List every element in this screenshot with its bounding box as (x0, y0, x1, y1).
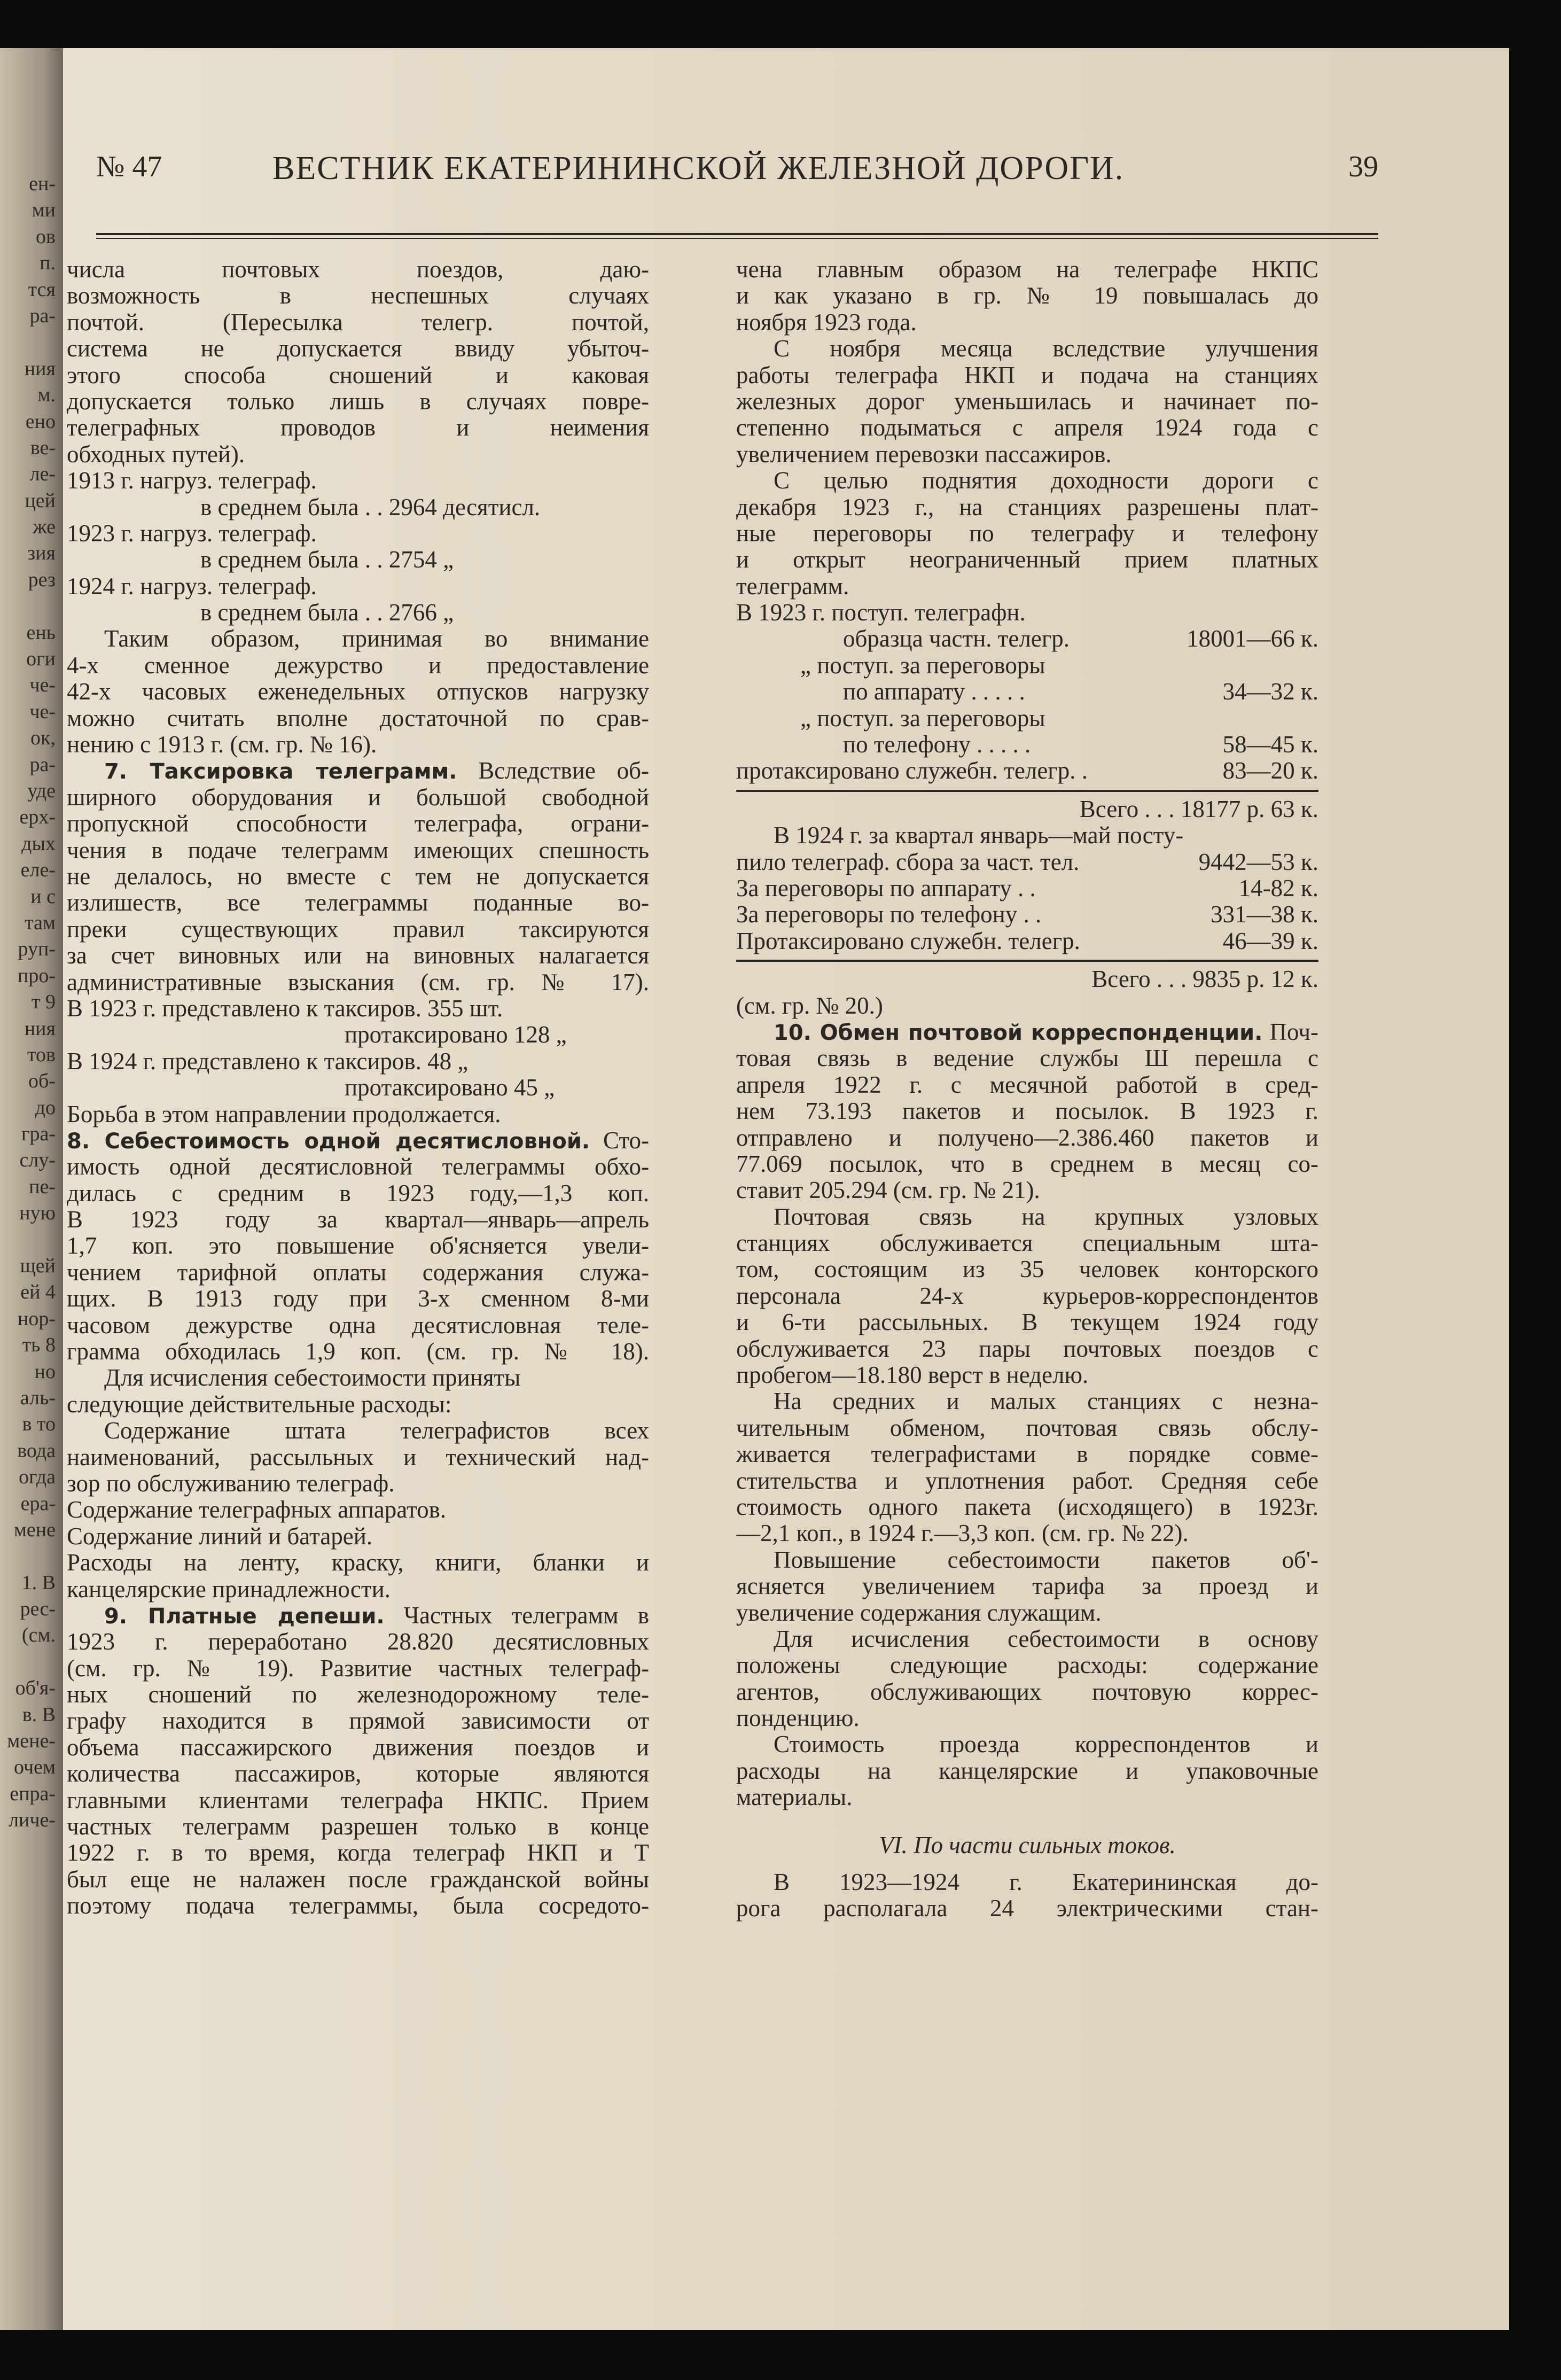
margin-fragment: об'я- (15, 1677, 56, 1700)
margin-fragment (0, 593, 59, 619)
text-line: агентов, обслуживающих почтовую коррес- (736, 1678, 1318, 1705)
margin-fragment: т 9 (31, 991, 56, 1014)
text-line: В 1923 году за квартал—январь—апрель (67, 1207, 649, 1233)
text-line: —2,1 коп., в 1924 г.—3,3 коп. (см. гр. № 22). (736, 1520, 1189, 1547)
margin-fragment: очем (13, 1756, 56, 1779)
margin-fragment: ен- (29, 173, 56, 195)
text-line: чительным обменом, почтовая связь обслу- (736, 1414, 1318, 1441)
text-line: Расходы на ленту, краску, книги, бланки и (67, 1550, 649, 1576)
text-line: в среднем была . . 2754 „ (200, 547, 454, 573)
scanned-page (0, 48, 1509, 2330)
header-rule-thin (96, 238, 1378, 239)
table-row: За переговоры по аппарату . . 14-82 к. (736, 874, 1318, 901)
power-section-start (736, 1869, 1318, 1922)
text-line: грамма обходилась 1,9 коп. (см. гр. № 18). (67, 1339, 649, 1365)
margin-fragment: руп- (18, 938, 56, 961)
margin-fragment: ра- (29, 304, 56, 327)
text-line: расходы на канцелярские и упаковочные (736, 1757, 1318, 1784)
margin-fragment: гра- (21, 1123, 56, 1146)
text-line: был еще не налажен после гражданской войны (67, 1866, 649, 1893)
revenue-1923-total: Всего . . . 18177 р. 63 к. (1079, 795, 1318, 822)
table-row: За переговоры по телефону . . 331—38 к. (736, 901, 1318, 928)
text-line: часовом дежурстве одна десятисловная теле- (67, 1312, 649, 1339)
text-line: том, состоящим из 35 человек конторского (736, 1256, 1318, 1283)
adjacent-page-fragment (0, 171, 59, 1834)
margin-fragment: ле- (29, 463, 56, 486)
postal-section (736, 1019, 1318, 1811)
margin-fragment (0, 1227, 59, 1253)
text-line: 1923 г. переработано 28.820 десятисловных (67, 1629, 649, 1655)
text-line: В 1924 г. представлено к таксиров. 48 „ (67, 1048, 469, 1075)
text-line: 77.069 посылок, что в среднем в месяц со- (736, 1150, 1318, 1177)
text-line: и 6-ти рассыльных. В текущем 1924 году (736, 1309, 1318, 1336)
text-line: стительства и уплотнения работ. Средняя себе (736, 1467, 1318, 1494)
text-line: за счет виновных или на виновных налагается (67, 943, 649, 969)
text-line: нению с 1913 г. (см. гр. № 16). (67, 732, 377, 758)
text-line: протаксировано 128 „ (345, 1022, 567, 1048)
text-line: чения в подаче телеграмм имеющих спешность (67, 837, 649, 864)
text-line: станциях обслуживается специальным шта- (736, 1230, 1318, 1257)
margin-fragment: мене- (7, 1730, 56, 1753)
text-line: апреля 1922 г. с месячной работой в сред- (736, 1071, 1318, 1098)
text-line: канцелярские принадлежности. (67, 1576, 391, 1603)
margin-fragment: тов (27, 1043, 56, 1066)
text-line: в среднем была . . 2766 „ (200, 600, 454, 626)
table-row: Протаксировано служебн. телегр. 46—39 к. (736, 927, 1318, 954)
margin-fragment (0, 1543, 59, 1569)
margin-fragment: ве- (30, 436, 56, 459)
text-line: 7. Таксировка телеграмм. Вследствие об- (104, 758, 649, 784)
margin-fragment: и с (30, 885, 56, 908)
text-line: увеличение содержания служащим. (736, 1599, 1102, 1626)
text-line: ных сношений по железнодорожному теле- (67, 1682, 649, 1708)
text-line: товая связь в ведение службы Ш перешла с (736, 1045, 1318, 1072)
margin-fragment: ено (25, 410, 56, 433)
margin-fragment: в то (22, 1413, 56, 1436)
text-line: живается телеграфистами в порядке совме- (736, 1441, 1318, 1468)
margin-fragment: рес- (20, 1598, 56, 1621)
text-line: этого способа сношений и каковая (67, 362, 649, 388)
text-line: 8. Себестоимость одной десятисловной. Сто- (67, 1127, 649, 1154)
text-line: стоимость одного пакета (исходящего) в 1923г. (736, 1494, 1318, 1520)
text-line: возможность в неспешных случаях (67, 283, 649, 309)
text-line: телеграмм. (736, 573, 849, 600)
text-line: пропускной способности телеграфа, ограни- (67, 811, 649, 837)
text-line: телеграфных проводов и неимения (67, 415, 649, 441)
text-line: Для исчисления себестоимости в основу (774, 1625, 1318, 1652)
text-line: 1913 г. нагруз. телеграф. (67, 468, 317, 494)
table-row: по телефону . . . . . 58—45 к. (843, 731, 1318, 758)
text-line: С целью поднятия доходности дороги с (774, 468, 1318, 494)
text-line: в среднем была . . 2964 десятисл. (200, 494, 541, 520)
text-line: Повышение себестоимости пакетов об'- (774, 1546, 1318, 1573)
text-line: Содержание штата телеграфистов всех (104, 1418, 649, 1444)
text-line: ные переговоры по телеграфу и телефону (736, 520, 1318, 547)
text-line: Борьба в этом направлении продолжается. (67, 1101, 501, 1127)
text-line: и открыт неограниченный прием платных (736, 547, 1318, 573)
margin-fragment: дых (21, 832, 56, 855)
text-line: 1924 г. нагруз. телеграф. (67, 573, 317, 600)
text-line: 42-х часовых еженедельных отпусков нагрузку (67, 679, 649, 705)
text-line: преки существующих правил таксируются (67, 916, 649, 943)
left-column (67, 256, 649, 1919)
revenue-1924-ref: (см. гр. № 20.) (736, 992, 883, 1019)
margin-fragment: (см. (21, 1624, 56, 1647)
margin-fragment: личе- (9, 1809, 56, 1832)
margin-fragment: же (33, 516, 56, 539)
margin-fragment: ок, (30, 727, 56, 750)
section-heading: VI. По части сильных токов. (879, 1832, 1176, 1858)
revenue-1924-intro: В 1924 г. за квартал январь—май посту- (774, 822, 1184, 849)
revenue-1923-table (736, 600, 1318, 822)
text-line: положены следующие расходы: содержание (736, 1652, 1318, 1679)
text-line: пробегом—18.180 верст в неделю. (736, 1362, 1089, 1389)
text-line: персонала 24-х курьеров-корреспондентов (736, 1282, 1318, 1309)
text-line: ширного оборудования и большой свободной (67, 784, 649, 811)
text-line: почтой. (Пересылка телегр. почтой, (67, 309, 649, 336)
text-line: наименований, рассыльных и технический над- (67, 1444, 649, 1471)
margin-fragment: че- (29, 700, 56, 723)
text-line: излишеств, все телеграммы поданные во- (67, 890, 649, 916)
text-line: чена главным образом на телеграфе НКПС (736, 256, 1318, 283)
margin-fragment: еле- (20, 859, 56, 882)
margin-fragment: ть 8 (22, 1334, 56, 1357)
text-line: 1,7 коп. это повышение об'ясняется увели- (67, 1233, 649, 1259)
table-rule (736, 790, 1318, 792)
margin-fragment: нор- (18, 1307, 56, 1330)
margin-fragment: слу- (19, 1149, 56, 1172)
text-line: (см. гр. № 19). Развитие частных телеграф- (67, 1655, 649, 1682)
text-line: чением тарифной оплаты содержания служа- (67, 1259, 649, 1286)
text-line: зор по обслуживанию телеграф. (67, 1470, 395, 1497)
margin-fragment: епра- (10, 1782, 56, 1805)
running-header (96, 150, 1378, 198)
margin-fragment: уде (27, 779, 56, 802)
text-line: поэтому подача телеграммы, была сосредото- (67, 1893, 649, 1919)
right-intro-paragraphs (736, 256, 1318, 600)
text-line: железных дорог уменьшилась и начинает по- (736, 388, 1318, 415)
margin-fragment: об- (28, 1070, 56, 1093)
margin-fragment: ера- (20, 1492, 56, 1515)
margin-fragment: 1. В (21, 1571, 56, 1594)
text-line: дилась с средним в 1923 году,—1,3 коп. (67, 1180, 649, 1207)
margin-fragment: ра- (29, 753, 56, 776)
margin-fragment: ей 4 (20, 1281, 56, 1304)
text-line: 9. Платные депеши. Частных телеграмм в (104, 1602, 649, 1629)
margin-fragment (0, 329, 59, 355)
text-line: 1923 г. нагруз. телеграф. (67, 520, 317, 547)
margin-fragment: ов (36, 225, 56, 248)
margin-fragment: че- (29, 674, 56, 697)
margin-fragment: там (25, 911, 56, 934)
text-line: 1922 г. в то время, когда телеграф НКП и Т (67, 1840, 649, 1866)
text-line: На средних и малых станциях с незна- (774, 1388, 1318, 1415)
text-line: частных телеграмм разрешен только в конце (67, 1814, 649, 1840)
revenue-1923-intro: В 1923 г. поступ. телеграфн. (736, 599, 1026, 626)
table-rule (736, 960, 1318, 962)
text-line: Содержание телеграфных аппаратов. (67, 1497, 447, 1523)
margin-fragment: ную (19, 1202, 56, 1225)
text-line: протаксировано 45 „ (345, 1075, 555, 1101)
text-line: В 1923 г. представлено к таксиров. 355 шт. (67, 995, 503, 1022)
table-row: по аппарату . . . . . 34—32 к. (843, 678, 1318, 705)
margin-fragment: цей (25, 489, 56, 512)
text-line: административные взыскания (см. гр. № 17). (67, 969, 649, 995)
text-line: Содержание линий и батарей. (67, 1523, 373, 1550)
header-rule (96, 233, 1378, 235)
text-line: ноября 1923 года. (736, 309, 917, 336)
text-line: степенно подыматься с апреля 1924 года с (736, 415, 1318, 441)
right-column (736, 256, 1318, 1922)
text-line: 10. Обмен почтовой корреспонденции. Поч- (774, 1018, 1318, 1045)
margin-fragment: аль- (20, 1386, 56, 1409)
margin-fragment: огда (19, 1466, 56, 1489)
text-line: щих. В 1913 году при 3-х сменном 8-ми (67, 1286, 649, 1312)
margin-fragment: ния (24, 357, 56, 380)
journal-title: ВЕСТНИК ЕКАТЕРИНИНСКОЙ ЖЕЛЕЗНОЙ ДОРОГИ. (272, 150, 1125, 186)
margin-fragment: ния (24, 1017, 56, 1040)
margin-fragment (0, 1649, 59, 1675)
text-line: материалы. (736, 1784, 853, 1811)
text-line: С ноября месяца вследствие улучшения (774, 336, 1318, 362)
issue-number: № 47 (96, 150, 162, 183)
margin-fragment: щей (20, 1255, 56, 1278)
text-line: допускается только лишь в случаях повре- (67, 388, 649, 415)
text-line: Стоимость проезда корреспондентов и (774, 1731, 1318, 1758)
margin-fragment: оги (26, 648, 56, 671)
table-row: „ поступ. за переговоры (800, 704, 1045, 732)
table-row: пило телеграф. сбора за част. тел. 9442—53 к. (736, 848, 1318, 875)
margin-fragment: ерх- (19, 806, 56, 829)
text-line: ставит 205.294 (см. гр. № 21). (736, 1177, 1040, 1204)
text-line: увеличением перевозки пассажиров. (736, 441, 1112, 468)
table-row: „ поступ. за переговоры (800, 651, 1045, 679)
margin-fragment: вода (17, 1439, 56, 1462)
margin-fragment: рез (28, 568, 56, 591)
text-line: работы телеграфа НКП и подача на станциях (736, 362, 1318, 388)
margin-fragment: зия (27, 542, 56, 565)
text-line: следующие действительные расходы: (67, 1391, 452, 1418)
text-line: графу находится в прямой зависимости от (67, 1708, 649, 1735)
table-row: протаксировано служебн. телегр. . 83—20 к. (736, 757, 1318, 784)
margin-fragment: мене (13, 1518, 56, 1541)
text-line: можно считать вполне достаточной по срав- (67, 705, 649, 732)
text-line: система не допускается ввиду убыточ- (67, 336, 649, 362)
margin-fragment: но (34, 1360, 56, 1383)
margin-fragment: до (35, 1096, 56, 1119)
revenue-1924-total: Всего . . . 9835 р. 12 к. (1091, 966, 1318, 993)
margin-fragment: про- (18, 964, 56, 987)
margin-fragment: тся (28, 278, 56, 301)
text-line: главными клиентами телеграфа НКПС. Прием (67, 1787, 649, 1814)
text-line: ясняется увеличением тарифа за проезд и (736, 1573, 1318, 1600)
text-line: Почтовая связь на крупных узловых (774, 1203, 1318, 1230)
text-line: обходных путей). (67, 441, 245, 468)
margin-fragment: ми (32, 199, 56, 222)
margin-fragment: п. (40, 252, 56, 275)
table-row: образца частн. телегр. 18001—66 к. (843, 625, 1318, 652)
text-line: имость одной десятисловной телеграммы обхо- (67, 1154, 649, 1180)
text-line: декабря 1923 г., на станциях разрешены плат- (736, 494, 1318, 520)
margin-fragment: ень (26, 621, 56, 644)
text-line: количества пассажиров, которые являются (67, 1761, 649, 1787)
revenue-1924-table (736, 822, 1318, 1019)
text-line: объема пассажирского движения поездов и (67, 1734, 649, 1761)
margin-fragment: пе- (29, 1175, 56, 1198)
text-line: Таким образом, принимая во внимание (104, 626, 649, 652)
margin-fragment: м. (37, 384, 56, 407)
text-line: и как указано в гр. № 19 повышалась до (736, 283, 1318, 309)
text-line: 4-х сменное дежурство и предоставление (67, 652, 649, 679)
text-line: нем 73.193 пакетов и посылок. В 1923 г. (736, 1098, 1318, 1125)
page-number: 39 (1348, 150, 1378, 183)
text-line: отправлено и получено—2.386.460 пакетов и (736, 1124, 1318, 1151)
text-line: числа почтовых поездов, даю- (67, 256, 649, 283)
text-line: не делалось, но вместе с тем не допускается (67, 863, 649, 890)
text-line: Для исчисления себестоимости приняты (104, 1365, 521, 1391)
margin-fragment: в. В (22, 1703, 56, 1726)
text-line: обслуживается 23 пары почтовых поездов с (736, 1335, 1318, 1362)
text-line: В 1923—1924 г. Екатерининская до- (774, 1869, 1318, 1896)
text-line: рога располагала 24 электрическими стан- (736, 1895, 1318, 1922)
text-line: понденцию. (736, 1705, 860, 1732)
